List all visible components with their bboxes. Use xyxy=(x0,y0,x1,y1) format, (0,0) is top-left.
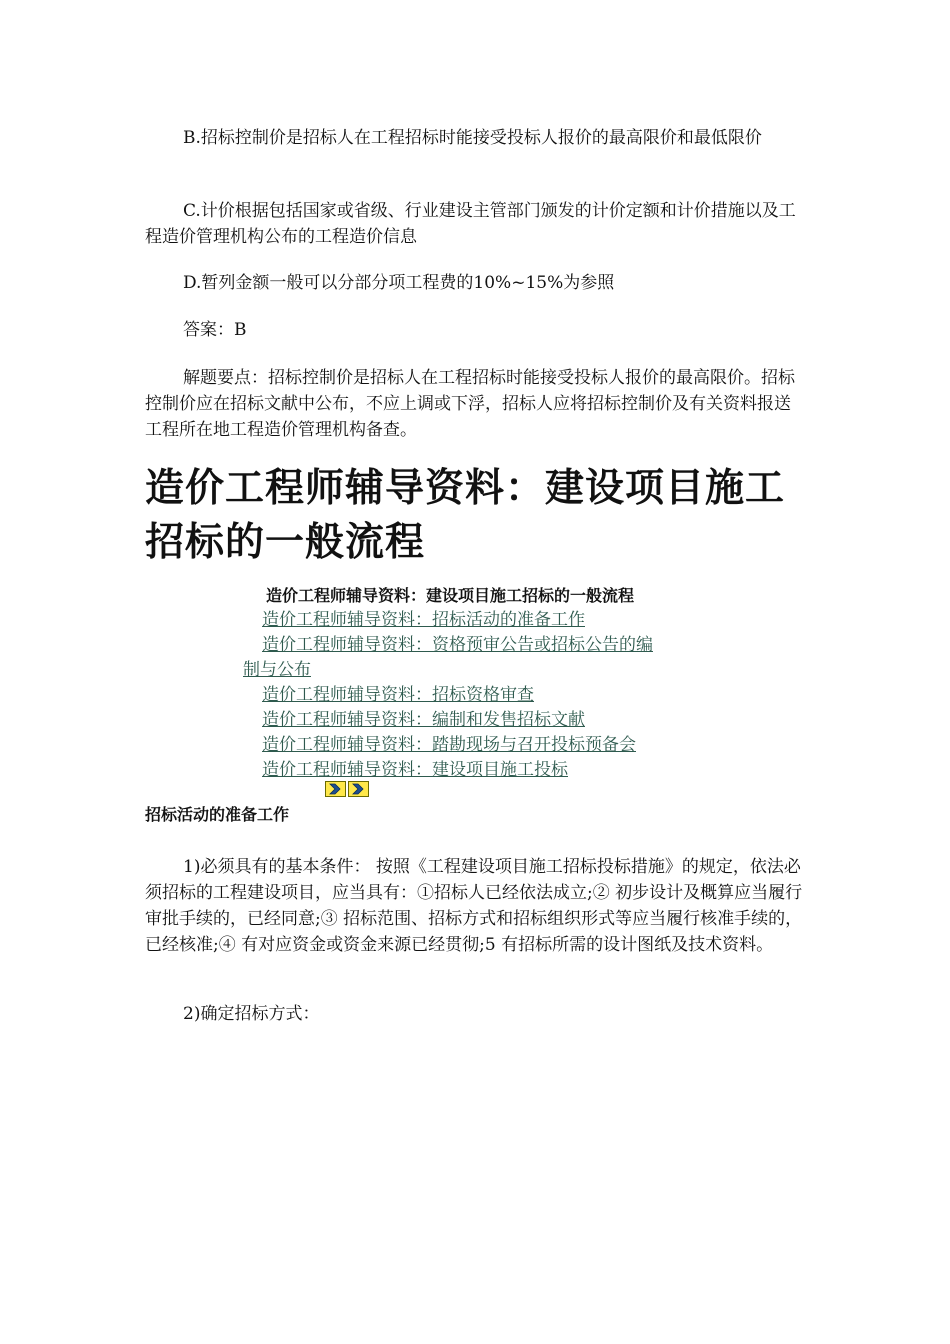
item-1-text: 1)必须具有的基本条件： 按照《工程建设项目施工招标投标措施》的规定，依法必须招标的工程建设项目，应当具有：①招标人已经依法成立;② 初步设计及概算应当履行审批手续的，已经同意;③ 招标范围、招标方式和招标组织形式等应当履行核准手续的，已经核准;④ 有对应资金或资金来源已经贯彻;5 有招标所需的设计图纸及技术资料。 xyxy=(145,857,803,955)
option-b-text: B.招标控制价是招标人在工程招标时能接受投标人报价的最高限价和最低限价 xyxy=(183,128,762,148)
option-d-text: D.暂列金额一般可以分部分项工程费的10%~15%为参照 xyxy=(183,273,615,293)
page-nav-buttons xyxy=(325,781,369,797)
link-qualification-review[interactable]: 造价工程师辅导资料：招标资格审查 xyxy=(262,685,534,705)
explanation-text: 解题要点：招标控制价是招标人在工程招标时能接受投标人报价的最高限价。招标控制价应在招标文献中公布，不应上调或下浮，招标人应将招标控制价及有关资料报送工程所在地工程造价管理机构备查。 xyxy=(145,368,795,440)
item-2-text: 2)确定招标方式： xyxy=(183,1004,320,1024)
link-prequalification-notice[interactable]: 造价工程师辅导资料：资格预审公告或招标公告的编 xyxy=(262,635,653,655)
link-site-visit[interactable]: 造价工程师辅导资料：踏勘现场与召开投标预备会 xyxy=(262,735,636,755)
answer-text: 答案：B xyxy=(183,320,247,340)
section-heading: 招标活动的准备工作 xyxy=(145,805,290,824)
arrow-icon xyxy=(351,783,366,795)
prev-page-button[interactable] xyxy=(325,781,346,797)
link-construction-bidding[interactable]: 造价工程师辅导资料：建设项目施工投标 xyxy=(262,760,568,780)
link-prequalification-notice-cont[interactable]: 制与公布 xyxy=(243,660,311,680)
link-bidding-documents[interactable]: 造价工程师辅导资料：编制和发售招标文献 xyxy=(262,710,585,730)
article-subtitle: 造价工程师辅导资料：建设项目施工招标的一般流程 xyxy=(266,586,635,605)
link-preparation-work[interactable]: 造价工程师辅导资料：招标活动的准备工作 xyxy=(262,610,585,630)
option-c-text: C.计价根据包括国家或省级、行业建设主管部门颁发的计价定额和计价措施以及工程造价管理机构公布的工程造价信息 xyxy=(145,201,796,247)
arrow-icon xyxy=(328,783,343,795)
article-title: 造价工程师辅导资料：建设项目施工招标的一般流程 xyxy=(145,466,786,565)
related-links-list xyxy=(243,608,713,783)
next-page-button[interactable] xyxy=(348,781,369,797)
